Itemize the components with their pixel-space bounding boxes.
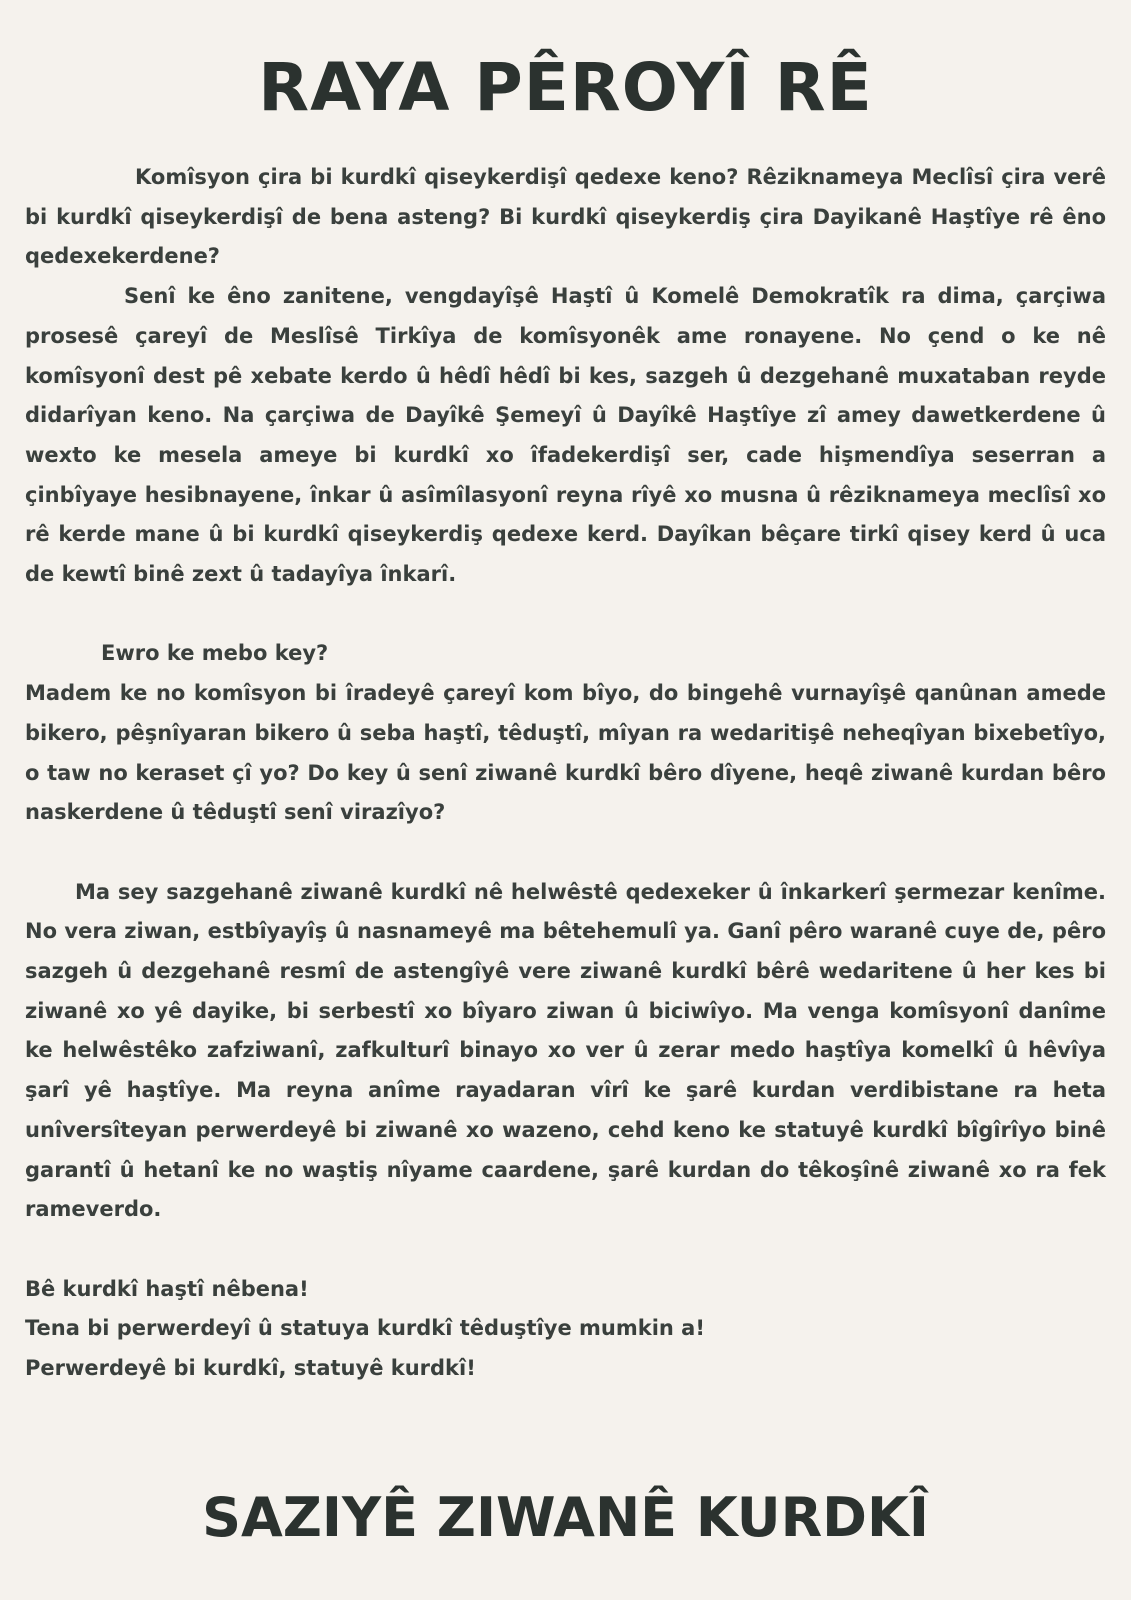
paragraph-gap bbox=[25, 1230, 1106, 1270]
paragraph-question: Ewro ke mebo key? bbox=[101, 641, 329, 666]
paragraph-gap bbox=[25, 595, 1106, 635]
signature-organization: SAZIYÊ ZIWANÊ KURDKÎ bbox=[202, 1486, 929, 1549]
document-body bbox=[25, 158, 1106, 1389]
paragraph-argument: Madem ke no komîsyon bi îradeyê çareyî kom bîyo, do bingehê vurnayîşê qanûnan amede bikero, pêşnîyaran bikero û seba haştî, têduştî, mîyan ra wedaritişê neheqîyan bixebetîyo, o taw no keraset çî yo? Do key û senî ziwanê kurdkî bêro dîyene, heqê ziwanê kurdan bêro naskerdene û têduştî senî virazîyo? bbox=[25, 681, 1106, 825]
slogan-line: Tena bi perwerdeyî û statuya kurdkî têduştîye mumkin a! bbox=[25, 1316, 705, 1341]
page-title: RAYA PÊROYÎ RÊ bbox=[258, 49, 873, 126]
slogan-line: Perwerdeyê bi kurdkî, statuyê kurdkî! bbox=[25, 1356, 476, 1381]
paragraph-statement: Ma sey sazgehanê ziwanê kurdkî nê helwêstê qedexeker û înkarkerî şermezar kenîme. No vera ziwan, estbîyayîş û nasnameyê ma bêtehemulî ya. Ganî pêro waranê cuye de, pêro sazgeh û dezgehanê resmî de astengîyê vere ziwanê kurdkî bêrê wedaritene û her kes bi ziwanê xo yê dayike, bi serbestî xo bîyaro ziwan û biciwîyo. Ma venga komîsyonî danîme ke helwêstêko zafziwanî, zafkulturî binayo xo ver û zerar medo haştîya komelkî û hêvîya şarî yê haştîye. Ma reyna anîme rayadaran vîrî ke şarê kurdan verdibistane ra heta unîversîteyan perwerdeyê bi ziwanê xo wazeno, cehd keno ke statuyê kurdkî bîgîrîyo binê garantî û hetanî ke no waştiş nîyame caardene, şarê kurdan do têkoşînê ziwanê xo ra fek rameverdo. bbox=[25, 879, 1106, 1222]
paragraph-intro: Komîsyon çira bi kurdkî qiseykerdişî qedexe keno? Rêziknameya Meclîsî çira verê bi kurdkî qiseykerdişî de bena asteng? Bi kurdkî qiseykerdiş çira Dayikanê Haştîye rê êno qedexekerdene? bbox=[25, 165, 1106, 269]
paragraph-context: Senî ke êno zanitene, vengdayîşê Haştî û Komelê Demokratîk ra dima, çarçiwa prosesê çareyî de Meslîsê Tirkîya de komîsyonêk ame ronayene. No çend o ke nê komîsyonî dest pê xebate kerdo û hêdî hêdî bi kes, sazgeh û dezgehanê muxataban reyde didarîyan keno. Na çarçiwa de Dayîkê Şemeyî û Dayîkê Haştîye zî amey dawetkerdene û wexto ke mesela ameye bi kurdkî xo îfadekerdişî ser, cade hişmendîya seserran a çinbîyaye hesibnayene, înkar û asîmîlasyonî reyna rîyê xo musna û rêziknameya meclîsî xo rê kerde mane û bi kurdkî qiseykerdiş qedexe kerd. Dayîkan bêçare tirkî qisey kerd û uca de kewtî binê zext û tadayîya înkarî. bbox=[25, 284, 1106, 587]
paragraph-gap bbox=[25, 833, 1106, 873]
slogan-line: Bê kurdkî haştî nêbena! bbox=[25, 1276, 309, 1301]
